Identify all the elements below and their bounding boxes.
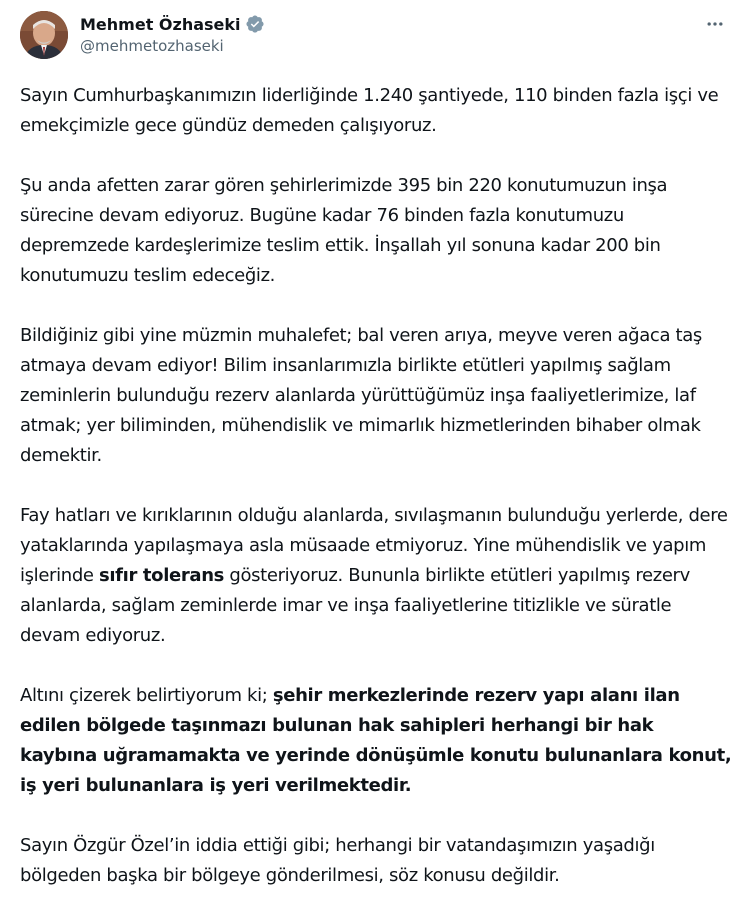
post-header: [20, 11, 728, 63]
post-paragraph-2: Şu anda afetten zarar gören şehirlerimizde 395 bin 220 konutumuzun inşa sürecine devam ediyoruz. Bugüne kadar 76 binden fazla konutumuzu depremzede kardeşlerimize teslim ettik. İnşallah yıl sonuna kadar 200 bin konutumuzu teslim edeceğiz.: [20, 175, 668, 286]
post-paragraph-5-text-a: Altını çizerek belirtiyorum ki;: [20, 685, 273, 706]
avatar[interactable]: [20, 11, 68, 59]
post-paragraph-5: [20, 681, 734, 801]
author-info: [80, 13, 265, 55]
author-handle[interactable]: @mehmetozhaseki: [80, 37, 224, 55]
verified-badge-icon[interactable]: [245, 14, 265, 34]
author-name-row: [80, 13, 265, 35]
post-paragraph-4-bold: sıfır tolerans: [99, 565, 225, 586]
author-display-name[interactable]: Mehmet Özhaseki: [80, 14, 241, 34]
post-paragraph-4-text-b: gösteriyoruz. Bununla birlikte etütleri yapılmış rezerv alanlarda, sağlam zeminlerde imar ve inşa faaliyetlerine titizlikle ve süratle devam ediyoruz.: [20, 565, 690, 646]
post-paragraph-6: Sayın Özgür Özel’in iddia ettiği gibi; herhangi bir vatandaşımızın yaşadığı bölgeden başka bir bölgeye gönderilmesi, söz konusu değildir.: [20, 835, 655, 886]
post-paragraph-3: Bildiğiniz gibi yine müzmin muhalefet; bal veren arıya, meyve veren ağaca taş atmaya devam ediyor! Bilim insanlarımızla birlikte etütleri yapılmış sağlam zeminlerin bulunduğu rezerv alanlarda yürüttüğümüz inşa faaliyetlerimize, laf atmak; yer biliminden, mühendislik ve mimarlık hizmetlerinden bihaber olmak demektir.: [20, 325, 702, 466]
post-paragraph-1: Sayın Cumhurbaşkanımızın liderliğinde 1.240 şantiyede, 110 binden fazla işçi ve emekçimizle gece gündüz demeden çalışıyoruz.: [20, 85, 719, 136]
post-paragraph-5-bold: şehir merkezlerinde rezerv yapı alanı ilan edilen bölgede taşınmazı bulunan hak sahipleri herhangi bir hak kaybına uğramamakta ve yerinde dönüşümle konutu bulunanlara konut, iş yeri bulunanlara iş yeri verilmektedir.: [20, 685, 732, 796]
post-paragraph-4-text-a: Fay hatları ve kırıklarının olduğu alanlarda, sıvılaşmanın bulunduğu yerlerde, dere yataklarında yapılaşmaya asla müsaade etmiyoruz. Yine mühendislik ve yapım işlerinde: [20, 505, 728, 586]
post-text: [20, 81, 734, 921]
more-horizontal-icon[interactable]: [704, 13, 726, 35]
post-paragraph-4: [20, 501, 734, 651]
avatar-photo: [20, 11, 68, 59]
